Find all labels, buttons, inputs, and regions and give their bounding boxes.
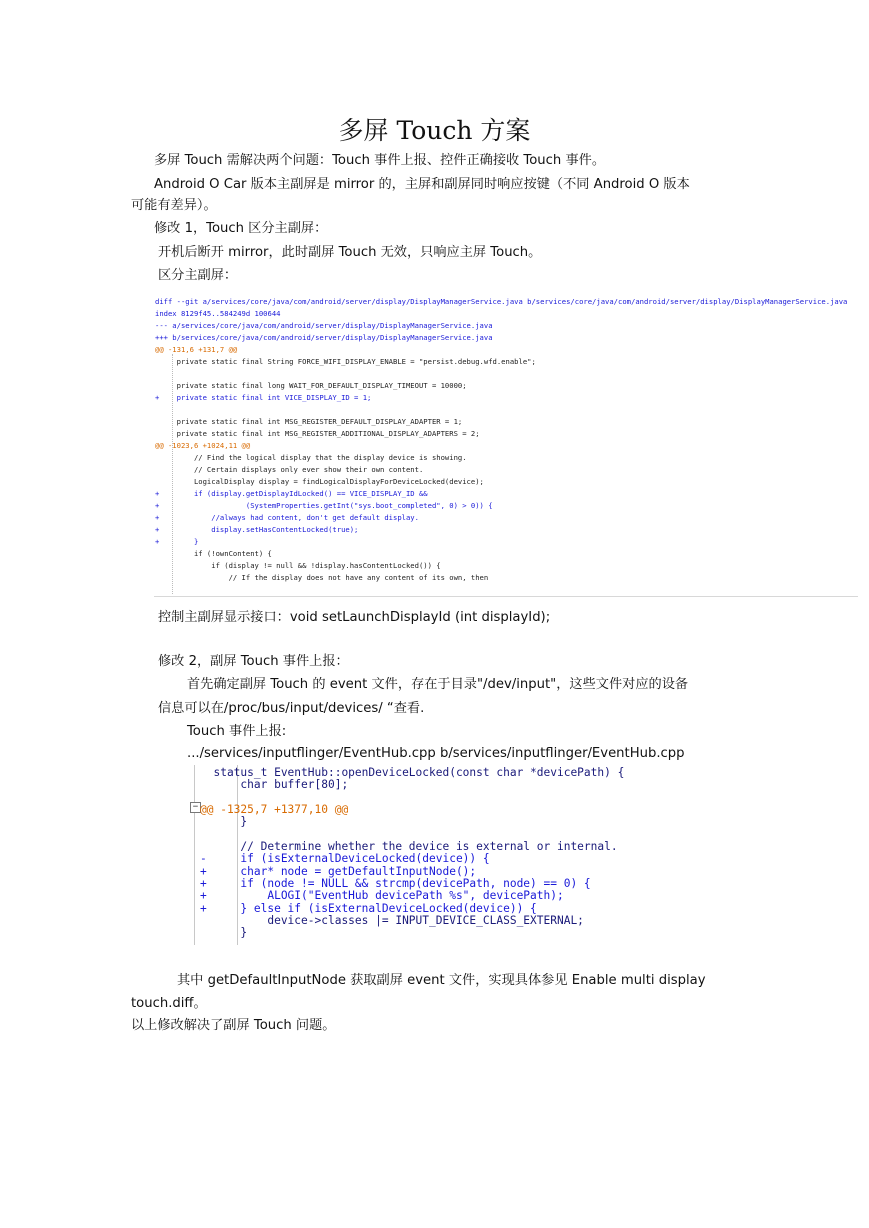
diff1-line: diff --git a/services/core/java/com/android/server/display/DisplayManagerService.java b/services/core/java/com/android/server/display/DisplayManagerService.java <box>155 297 848 306</box>
paragraph-intro: 多屏 Touch 需解决两个问题：Touch 事件上报、控件正确接收 Touch 事件。 <box>154 153 606 168</box>
diff2-line: char buffer[80]; <box>200 778 349 791</box>
paragraph-android-o-line2: 可能有差异）。 <box>131 198 217 213</box>
diff1-line: private static final String FORCE_WIFI_DISPLAY_ENABLE = "persist.debug.wfd.enable"; <box>155 357 536 366</box>
diff2-added-line: + } else if (isExternalDeviceLocked(device)) { <box>200 902 537 915</box>
diff2-line: } <box>200 926 248 939</box>
collapse-icon[interactable]: − <box>190 802 201 813</box>
diff2-comment-line: // Determine whether the device is external or internal. <box>200 840 618 853</box>
diff1-line: index 8129f45..584249d 100644 <box>155 309 281 318</box>
paragraph-distinguish-screens: 区分主副屏： <box>158 268 238 283</box>
diff2-fold-line <box>194 765 195 945</box>
diff1-added-line: + } <box>155 537 199 546</box>
diff1-line: if (!ownContent) { <box>155 549 272 558</box>
heading-change-2: 修改 2，副屏 Touch 事件上报： <box>158 654 349 669</box>
paragraph-event-file-line1: 首先确定副屏 Touch 的 event 文件，存在于目录"/dev/input"，这些文件对应的设备 <box>187 677 689 692</box>
diff2-line: } <box>200 815 248 828</box>
doc-title: 多屏 Touch 方案 <box>338 116 531 145</box>
paragraph-launch-display-api: 控制主副屏显示接口：void setLaunchDisplayId (int displayId); <box>158 610 551 625</box>
diff2-line: device->classes |= INPUT_DEVICE_CLASS_EXTERNAL; <box>200 914 584 927</box>
diff1-line: if (display != null && !display.hasContentLocked()) { <box>155 561 441 570</box>
paragraph-event-file-line2: 信息可以在/proc/bus/input/devices/ “查看. <box>158 701 425 716</box>
diff1-added-line: + private static final int VICE_DISPLAY_ID = 1; <box>155 393 372 402</box>
diff1-line: private static final int MSG_REGISTER_ADDITIONAL_DISPLAY_ADAPTERS = 2; <box>155 429 480 438</box>
paragraph-disconnect-mirror: 开机后断开 mirror，此时副屏 Touch 无效，只响应主屏 Touch。 <box>158 245 542 260</box>
diff1-added-line: + display.setHasContentLocked(true); <box>155 525 359 534</box>
diff2-added-line: + ALOGI("EventHub devicePath %s", devicePath); <box>200 889 564 902</box>
diff1-line: private static final long WAIT_FOR_DEFAULT_DISPLAY_TIMEOUT = 10000; <box>155 381 467 390</box>
diff1-added-line: + (SystemProperties.getInt("sys.boot_completed", 0) > 0)) { <box>155 501 493 510</box>
diff1-added-line: + if (display.getDisplayIdLocked() == VICE_DISPLAY_ID && <box>155 489 428 498</box>
diff2-added-line: + char* node = getDefaultInputNode(); <box>200 865 477 878</box>
paragraph-conclusion: 以上修改解决了副屏 Touch 问题。 <box>131 1018 336 1033</box>
diff1-line: LogicalDisplay display = findLogicalDisplayForDeviceLocked(device); <box>155 477 484 486</box>
diff1-added-line: + //always had content, don't get default display. <box>155 513 419 522</box>
diff1-line: // Certain displays only ever show their own content. <box>155 465 424 474</box>
heading-change-1: 修改 1，Touch 区分主副屏： <box>154 221 328 236</box>
diff2-hunk-header: @@ -1325,7 +1377,10 @@ <box>200 803 349 816</box>
diff2-line: status_t EventHub::openDeviceLocked(const char *devicePath) { <box>200 766 625 779</box>
diff1-line: // If the display does not have any content of its own, then <box>155 573 489 582</box>
diff1-hunk-header: @@ -131,6 +131,7 @@ <box>155 345 238 354</box>
paragraph-eventhub-path: .../services/inputflinger/EventHub.cpp b/services/inputflinger/EventHub.cpp <box>187 746 685 761</box>
diff1-hunk-header: @@ -1023,6 +1024,11 @@ <box>155 441 251 450</box>
paragraph-android-o-line1: Android O Car 版本主副屏是 mirror 的，主屏和副屏同时响应按键（不同 Android O 版本 <box>154 177 690 192</box>
paragraph-touch-report: Touch 事件上报: <box>187 724 287 739</box>
diff1-line: private static final int MSG_REGISTER_DEFAULT_DISPLAY_ADAPTER = 1; <box>155 417 463 426</box>
paragraph-default-input-node-line2: touch.diff。 <box>131 996 207 1011</box>
diff2-removed-line: - if (isExternalDeviceLocked(device)) { <box>200 852 490 865</box>
diff1-line: // Find the logical display that the display device is showing. <box>155 453 467 462</box>
diff2-added-line: + if (node != NULL && strcmp(devicePath, node) == 0) { <box>200 877 591 890</box>
diff1-line: +++ b/services/core/java/com/android/server/display/DisplayManagerService.java <box>155 333 493 342</box>
paragraph-default-input-node-line1: 其中 getDefaultInputNode 获取副屏 event 文件，实现具体参见 Enable multi display <box>177 973 706 988</box>
diff1-line: --- a/services/core/java/com/android/server/display/DisplayManagerService.java <box>155 321 493 330</box>
